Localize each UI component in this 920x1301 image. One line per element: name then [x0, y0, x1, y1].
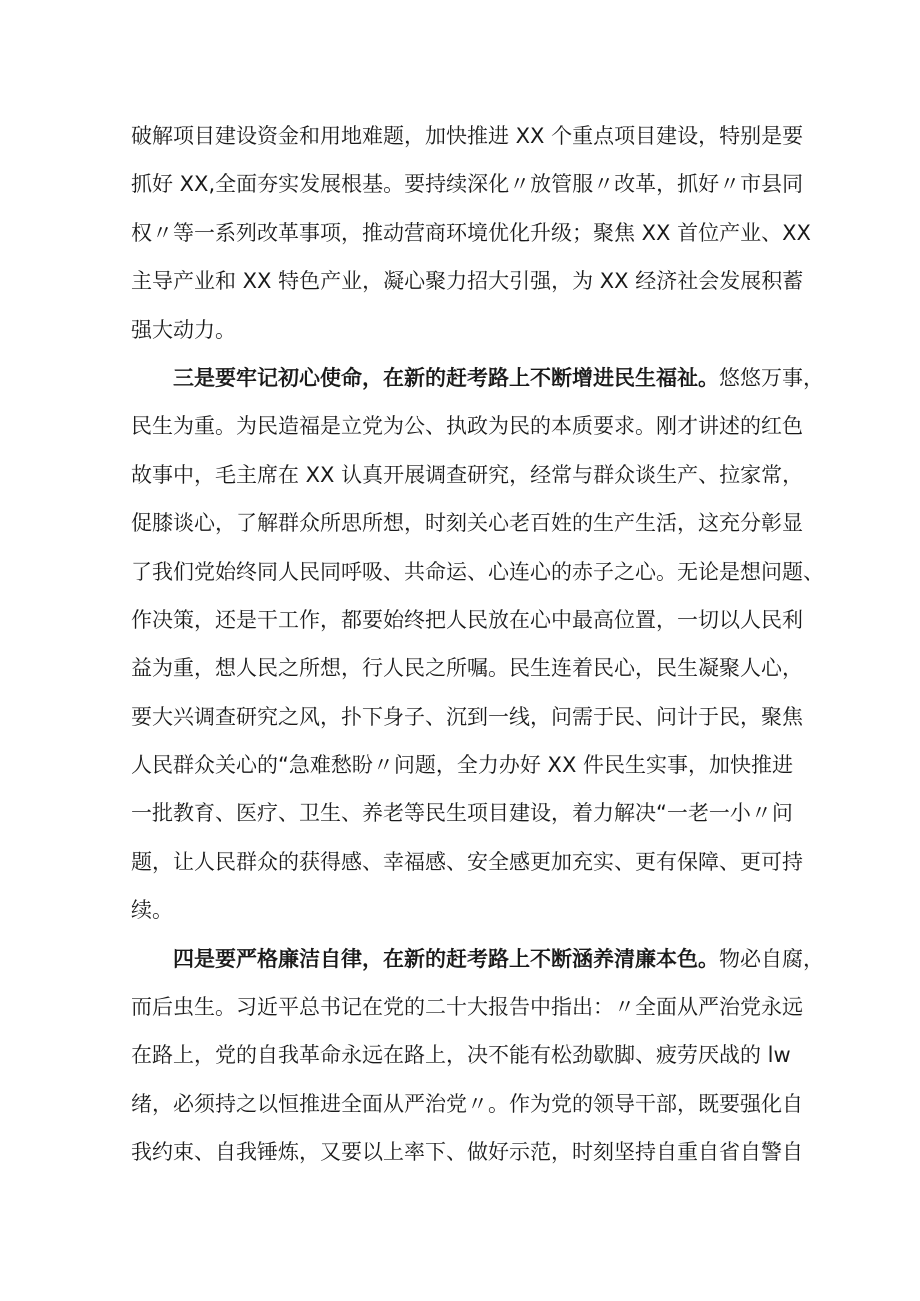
paragraph-line: 破解项目建设资金和用地难题，加快推进 XX 个重点项目建设，特别是要: [131, 124, 804, 148]
paragraph-heading: 三是要牢记初心使命，在新的赶考路上不断增进民生福祉。: [173, 365, 719, 390]
paragraph-line: 我约束、自我锤炼，又要以上率下、做好示范，时刻坚持自重自省自警自: [131, 1140, 803, 1165]
paragraph-line: 抓好 XX,全面夯实发展根基。要持续深化〃放管服〃改革，抓好〃市县同: [131, 172, 804, 197]
paragraph-line: 强大动力。: [131, 317, 236, 342]
paragraph-first-line: [131, 354, 824, 402]
paragraph-line: 在路上，党的自我革命永远在路上，决不能有松劲歇脚、疲劳厌战的 lw: [131, 1043, 791, 1068]
paragraph-line: 民生为重。为民造福是立党为公、执政为民的本质要求。刚才讲述的红色: [131, 414, 803, 439]
paragraph-line: 人民群众关心的“急难愁盼〃问题，全力办好 XX 件民生实事，加快推进: [131, 753, 793, 778]
paragraph-line: 续。: [131, 898, 173, 923]
paragraph-line: 题，让人民群众的获得感、幸福感、安全感更加充实、更有保障、更可持: [131, 849, 803, 874]
paragraph-lead-text: 悠悠万事，: [719, 365, 824, 390]
paragraph-line: 作决策，还是干工作，都要始终把人民放在心中最高位置，一切以人民利: [131, 607, 803, 632]
paragraph-3: [131, 935, 824, 1177]
paragraph-line: 故事中，毛主席在 XX 认真开展调查研究，经常与群众谈生产、拉家常，: [131, 462, 804, 487]
paragraph-line: 权〃等一系列改革事项，推动营商环境优化升级；聚焦 XX 首位产业、XX: [131, 220, 811, 245]
paragraph-line: 要大兴调查研究之风，扑下身子、沉到一线，问需于民、问计于民，聚焦: [131, 704, 803, 729]
paragraph-first-line: [131, 935, 824, 983]
paragraph-line: 促膝谈心，了解群众所思所想，时刻关心老百姓的生产生活，这充分彰显: [131, 511, 803, 536]
paragraph-line: 主导产业和 XX 特色产业，凝心聚力招大引强，为 XX 经济社会发展积蓄: [131, 269, 804, 294]
paragraph-line: 一批教育、医疗、卫生、养老等民生项目建设，着力解决“一老一小〃问: [131, 801, 793, 826]
paragraph-1: [131, 112, 811, 354]
paragraph-line: 而后虫生。习近平总书记在党的二十大报告中指出：〃全面从严治党永远: [131, 995, 803, 1020]
paragraph-2: [131, 354, 824, 935]
paragraph-heading: 四是要严格廉洁自律，在新的赶考路上不断涵养清廉本色。: [173, 946, 719, 971]
paragraph-lead-text: 物必自腐，: [719, 946, 824, 971]
paragraph-line: 了我们党始终同人民同呼吸、共命运、心连心的赤子之心。无论是想问题、: [131, 559, 824, 584]
paragraph-line: 绪，必须持之以恒推进全面从严治党〃。作为党的领导干部，既要强化自: [131, 1091, 803, 1116]
paragraph-line: 益为重，想人民之所想，行人民之所嘱。民生连着民心，民生凝聚人心，: [131, 656, 803, 681]
document-body: [131, 112, 824, 1177]
